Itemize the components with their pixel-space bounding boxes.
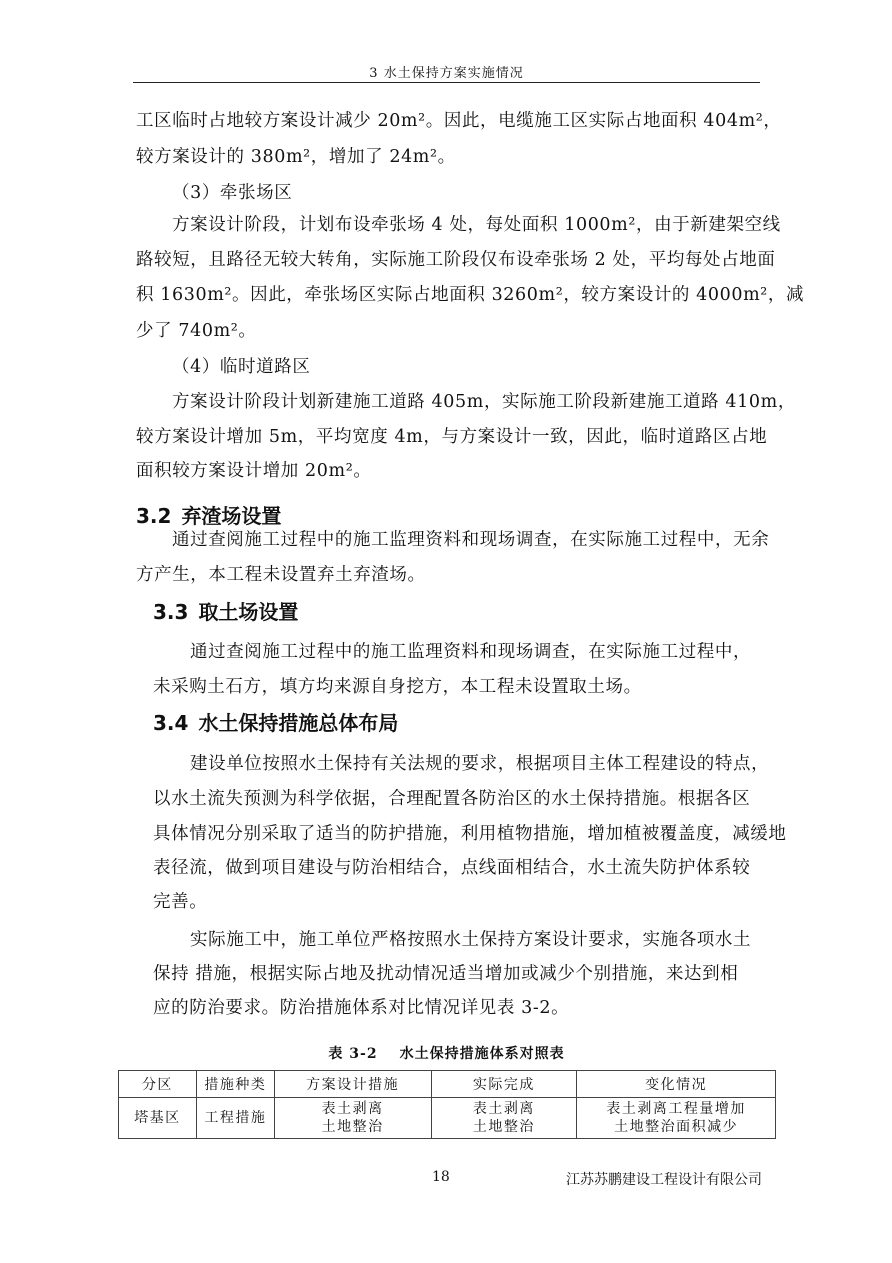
paragraph-line: 面积较方案设计增加 20m²。 xyxy=(136,461,372,481)
design-measures-cell xyxy=(274,1098,431,1139)
measures-comparison-table xyxy=(118,1070,776,1139)
paragraph-line: 保持 措施，根据实际占地及扰动情况适当增加或减少个别措施，来达到相 xyxy=(153,964,739,984)
change-cell xyxy=(577,1098,776,1139)
paragraph-line: 表径流，做到项目建设与防治相结合，点线面相结合，水土流失防护体系较 xyxy=(153,858,751,878)
actual-measures-cell xyxy=(431,1098,577,1139)
paragraph-line: 未采购土石方，填方均来源自身挖方，本工程未设置取土场。 xyxy=(153,677,642,697)
paragraph-line: 应的防治要求。防治措施体系对比情况详见表 3-2。 xyxy=(153,998,570,1018)
paragraph-line: 方案设计阶段，计划布设牵张场 4 处，每处面积 1000m²，由于新建架空线 xyxy=(172,215,781,235)
page-number: 18 xyxy=(432,1169,450,1185)
paragraph-line: 积 1630m²。因此，牵张场区实际占地面积 3260m²，较方案设计的 4000m²，减 xyxy=(136,285,805,305)
cell-line: 表土剥离 xyxy=(472,1101,535,1117)
subsection-title: （3）牵张场区 xyxy=(172,183,293,203)
table-row xyxy=(119,1098,776,1139)
running-header: 3 水土保持方案实施情况 xyxy=(369,66,524,81)
section-title: 弃渣场设置 xyxy=(181,504,282,528)
header-rule xyxy=(133,82,760,83)
column-header: 方案设计措施 xyxy=(274,1071,431,1098)
section-number: 3.2 xyxy=(136,504,172,528)
paragraph-line: 较方案设计的 380m²，增加了 24m²。 xyxy=(136,147,456,167)
paragraph-line: 路较短，且路径无较大转角，实际施工阶段仅布设牵张场 2 处，平均每处占地面 xyxy=(136,250,776,270)
column-header: 实际完成 xyxy=(431,1071,577,1098)
paragraph-line: 通过查阅施工过程中的施工监理资料和现场调查，在实际施工过程中，无余 xyxy=(172,530,770,550)
paragraph-line: 实际施工中，施工单位严格按照水土保持方案设计要求，实施各项水土 xyxy=(190,930,752,950)
measure-type-cell: 工程措施 xyxy=(196,1098,274,1139)
column-header: 分区 xyxy=(119,1071,197,1098)
section-number: 3.4 xyxy=(153,711,189,735)
cell-line: 土地整治 xyxy=(472,1119,535,1135)
paragraph-line: 工区临时占地较方案设计减少 20m²。因此，电缆施工区实际占地面积 404m²， xyxy=(136,111,782,131)
section-title: 水土保持措施总体布局 xyxy=(198,711,399,735)
column-header: 变化情况 xyxy=(577,1071,776,1098)
paragraph-line: 具体情况分别采取了适当的防护措施，利用植物措施，增加植被覆盖度，减缓地 xyxy=(153,824,787,844)
subsection-title: （4）临时道路区 xyxy=(172,357,311,377)
section-title: 取土场设置 xyxy=(198,600,299,624)
paragraph-line: 建设单位按照水土保持有关法规的要求，根据项目主体工程建设的特点， xyxy=(190,754,770,774)
zone-cell: 塔基区 xyxy=(119,1098,197,1139)
table-caption xyxy=(133,1043,760,1063)
section-heading-3-2 xyxy=(136,504,281,528)
table-header-row xyxy=(119,1071,776,1098)
paragraph-line: 以水土流失预测为科学依据，合理配置各防治区的水土保持措施。根据各区 xyxy=(153,789,751,809)
section-heading-3-4 xyxy=(153,711,398,735)
paragraph-line: 方案设计阶段计划新建施工道路 405m，实际施工阶段新建施工道路 410m， xyxy=(172,392,796,412)
section-number: 3.3 xyxy=(153,600,189,624)
paragraph-line: 少了 740m²。 xyxy=(136,321,257,341)
cell-line: 土地整治 xyxy=(321,1119,384,1135)
paragraph-line: 方产生，本工程未设置弃土弃渣场。 xyxy=(136,565,426,585)
paragraph-line: 较方案设计增加 5m，平均宽度 4m，与方案设计一致，因此，临时道路区占地 xyxy=(136,427,768,447)
company-name: 江苏苏鹏建设工程设计有限公司 xyxy=(566,1172,762,1188)
section-heading-3-3 xyxy=(153,600,298,624)
cell-line: 表土剥离 xyxy=(321,1101,384,1117)
column-header: 措施种类 xyxy=(196,1071,274,1098)
table-caption-title: 水土保持措施体系对照表 xyxy=(399,1046,565,1062)
table-caption-number: 表 3-2 xyxy=(328,1046,378,1062)
paragraph-line: 完善。 xyxy=(153,892,208,912)
cell-line: 表土剥离工程量增加 xyxy=(606,1101,746,1117)
cell-line: 土地整治面积减少 xyxy=(614,1119,739,1135)
paragraph-line: 通过查阅施工过程中的施工监理资料和现场调查，在实际施工过程中， xyxy=(190,642,752,662)
